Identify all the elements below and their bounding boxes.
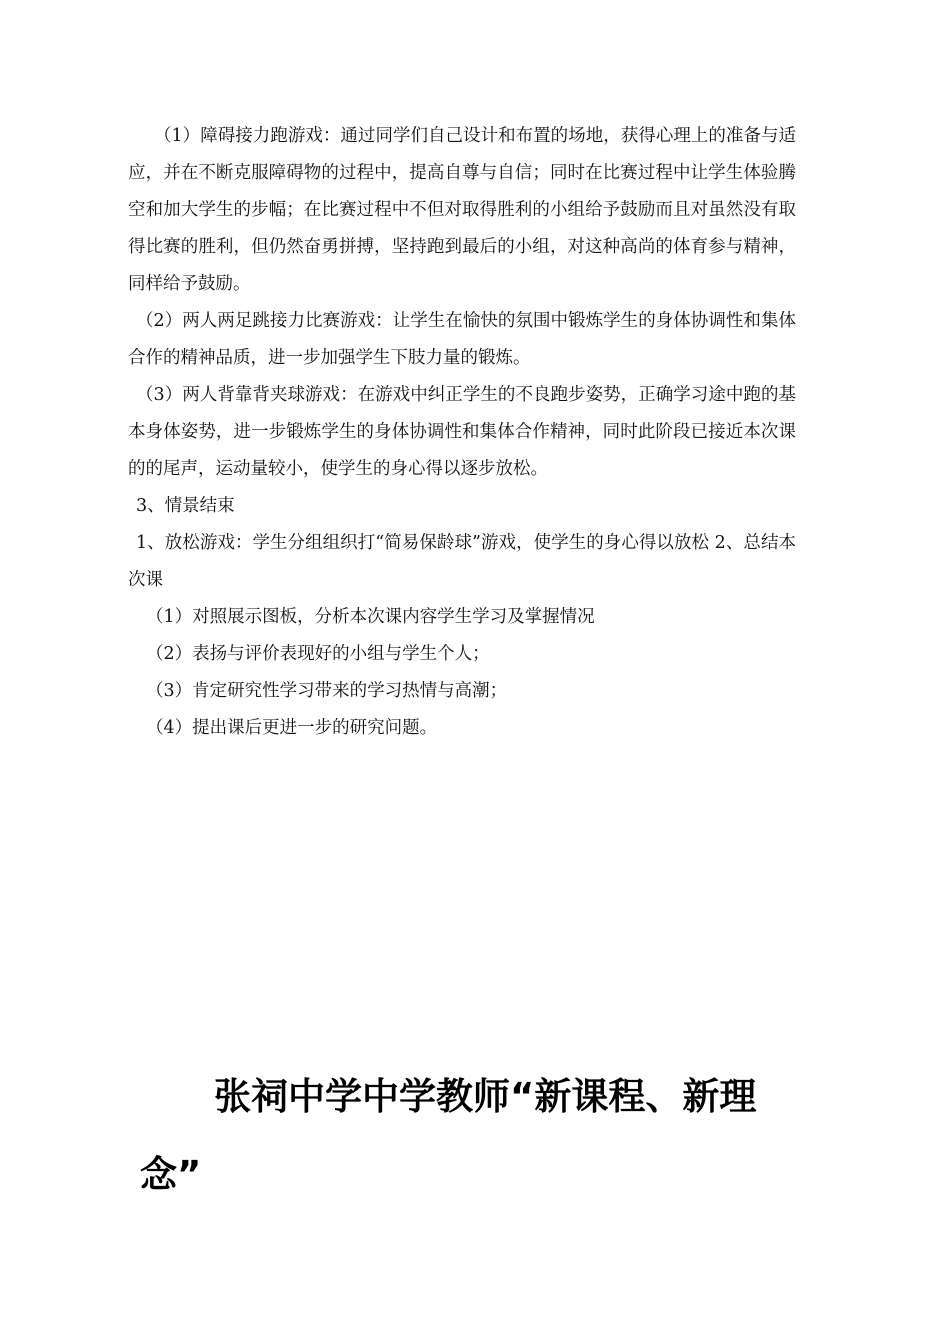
paragraph-two-person-jump: （2）两人两足跳接力比赛游戏：让学生在愉快的氛围中锻炼学生的身体协调性和集体合作的精神品质，进一步加强学生下肢力量的锻炼。	[128, 311, 796, 368]
list-item: （1）对照展示图板，分析本次课内容学生学习及掌握情况	[146, 607, 595, 627]
paragraph-obstacle-relay: （1）障碍接力跑游戏：通过同学们自己设计和布置的场地，获得心理上的准备与适应，并在不断克服障碍物的过程中，提高自尊与自信；同时在比赛过程中让学生体验腾空和加大学生的步幅；在比赛过程中不但对取得胜利的小组给予鼓励而且对虽然没有取得比赛的胜利，但仍然奋勇拼搏，坚持跑到最后的小组，对这种高尚的体育参与精神，同样给予鼓励。	[128, 126, 796, 294]
list-item: （4）提出课后更进一步的研究问题。	[146, 718, 438, 738]
list-item: （3）肯定研究性学习带来的学习热情与高潮；	[146, 681, 508, 701]
body-text	[128, 118, 796, 747]
document-title	[140, 1058, 840, 1214]
paragraph-relax-game: 1、放松游戏：学生分组组织打“简易保龄球”游戏，使学生的身心得以放松 2、总结本次课	[128, 533, 796, 590]
title-line-2: 念”	[140, 1153, 202, 1196]
title-line-1: 张祠中学中学教师“新课程、新理	[214, 1075, 757, 1118]
list-item: （2）表扬与评价表现好的小组与学生个人；	[146, 644, 490, 664]
section-heading-scene-end: 3、情景结束	[136, 496, 235, 516]
paragraph-back-to-back-ball: （3）两人背靠背夹球游戏：在游戏中纠正学生的不良跑步姿势，正确学习途中跑的基本身体姿势，进一步锻炼学生的身体协调性和集体合作精神，同时此阶段已接近本次课的的尾声，运动量较小，使学生的身心得以逐步放松。	[128, 385, 796, 479]
